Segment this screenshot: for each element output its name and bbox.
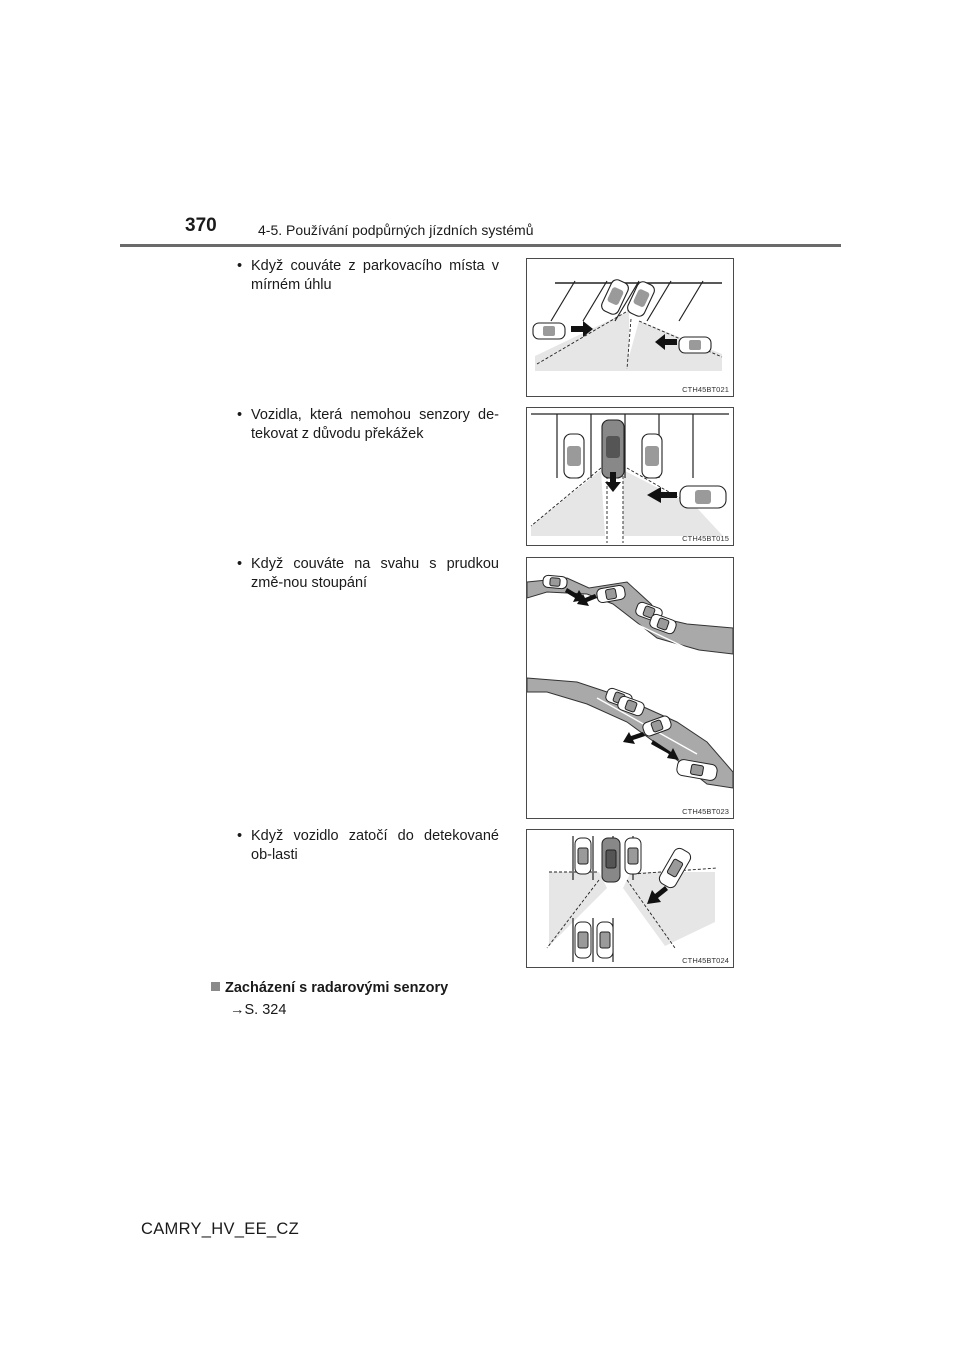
page-reference[interactable] [230,1002,286,1018]
car-parked-bottom-left [575,922,591,958]
figure-caption: CTH45BT023 [682,807,729,816]
list-item-text: Když couváte na svahu s prudkou změ-nou stoupání [251,556,499,591]
figure-angled-parking [526,258,734,397]
reference-text: S. 324 [244,1002,287,1018]
subsection-heading [211,980,448,996]
car-parked-top-right [625,838,641,874]
list-item-text: Když couváte z parkovacího místa v mírném úhlu [251,258,499,293]
subsection-title: Zacházení s radarovými senzory [225,980,449,996]
car-parked-right [642,434,662,478]
list-item-text: Když vozidlo zatočí do detekované ob-lasti [251,828,499,863]
page-number: 370 [185,215,217,236]
figure-obstructed-sensors [526,407,734,546]
list-item-slope [237,555,499,593]
car-approaching-right [680,486,726,508]
bullet: • [237,556,243,572]
list-item-text: Vozidla, která nemohou senzory de-tekovat z důvodu překážek [251,407,499,442]
car-parked-bottom-right [597,922,613,958]
car-approaching-right [679,337,711,353]
list-item-reverse-angle [237,257,499,295]
square-bullet-icon [211,982,220,991]
car-reversing [602,420,624,478]
detection-zone-left [531,470,605,536]
figure-caption: CTH45BT021 [682,385,729,394]
figure-caption: CTH45BT015 [682,534,729,543]
section-title: 4-5. Používání podpůrných jízdních systémů [258,222,534,238]
detection-zone-left [535,311,629,371]
car-approaching-left [533,323,565,339]
turn-into-zone-illustration [527,830,733,967]
list-item-obstruction [237,406,499,444]
car-parked-top-left [575,838,591,874]
slope-illustration [527,558,733,818]
footer-model-code: CAMRY_HV_EE_CZ [141,1220,299,1238]
figure-caption: CTH45BT024 [682,956,729,965]
figure-turn-into-zone [526,829,734,968]
car-parked-left [564,434,584,478]
bullet: • [237,258,243,274]
figure-slope [526,557,734,819]
obstructed-sensors-illustration [527,408,733,545]
right-arrow-icon: → [230,1002,245,1018]
arrow-left-icon [623,732,645,744]
car-upper-1 [543,575,568,589]
car-reversing [602,838,620,882]
bullet: • [237,828,243,844]
header-rule [120,244,841,247]
angled-parking-illustration [527,259,733,396]
list-item-turn-into-zone [237,827,499,865]
bullet: • [237,407,243,423]
road-upper [527,578,733,654]
